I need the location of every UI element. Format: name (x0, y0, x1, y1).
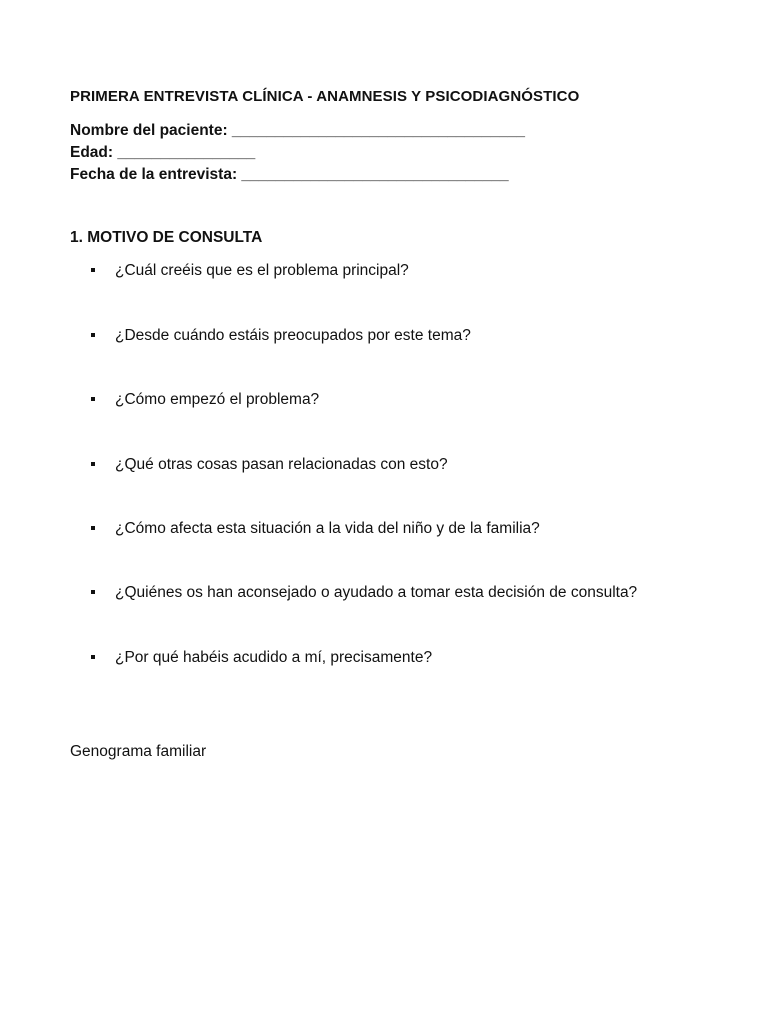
list-item (91, 582, 637, 604)
bullet-icon (91, 462, 95, 466)
question-text: ¿Qué otras cosas pasan relacionadas con esto? (115, 456, 448, 473)
question-text: ¿Cuál creéis que es el problema principal? (115, 262, 409, 279)
genogram-label: Genograma familiar (70, 743, 207, 760)
patient-name-field: Nombre del paciente: __________________________________ (70, 122, 526, 139)
bullet-icon (91, 268, 95, 272)
question-text: ¿Cómo empezó el problema? (115, 391, 320, 408)
question-text: ¿Quiénes os han aconsejado o ayudado a tomar esta decisión de consulta? (115, 584, 638, 601)
document-title: PRIMERA ENTREVISTA CLÍNICA - ANAMNESIS Y PSICODIAGNÓSTICO (70, 88, 580, 105)
question-text: ¿Por qué habéis acudido a mí, precisamente? (115, 649, 433, 666)
bullet-icon (91, 590, 95, 594)
list-item (91, 454, 448, 476)
list-item (91, 325, 471, 347)
section-title: 1. MOTIVO DE CONSULTA (70, 229, 263, 246)
age-field: Edad: ________________ (70, 144, 256, 161)
question-text: ¿Cómo afecta esta situación a la vida del niño y de la familia? (115, 520, 540, 537)
interview-date-field: Fecha de la entrevista: _______________________________ (70, 166, 509, 183)
patient-fields (70, 120, 525, 186)
bullet-icon (91, 655, 95, 659)
list-item (91, 389, 319, 411)
list-item (91, 647, 432, 669)
list-item (91, 518, 540, 540)
bullet-icon (91, 397, 95, 401)
question-text: ¿Desde cuándo estáis preocupados por este tema? (115, 327, 471, 344)
bullet-icon (91, 526, 95, 530)
bullet-icon (91, 333, 95, 337)
list-item (91, 260, 409, 282)
